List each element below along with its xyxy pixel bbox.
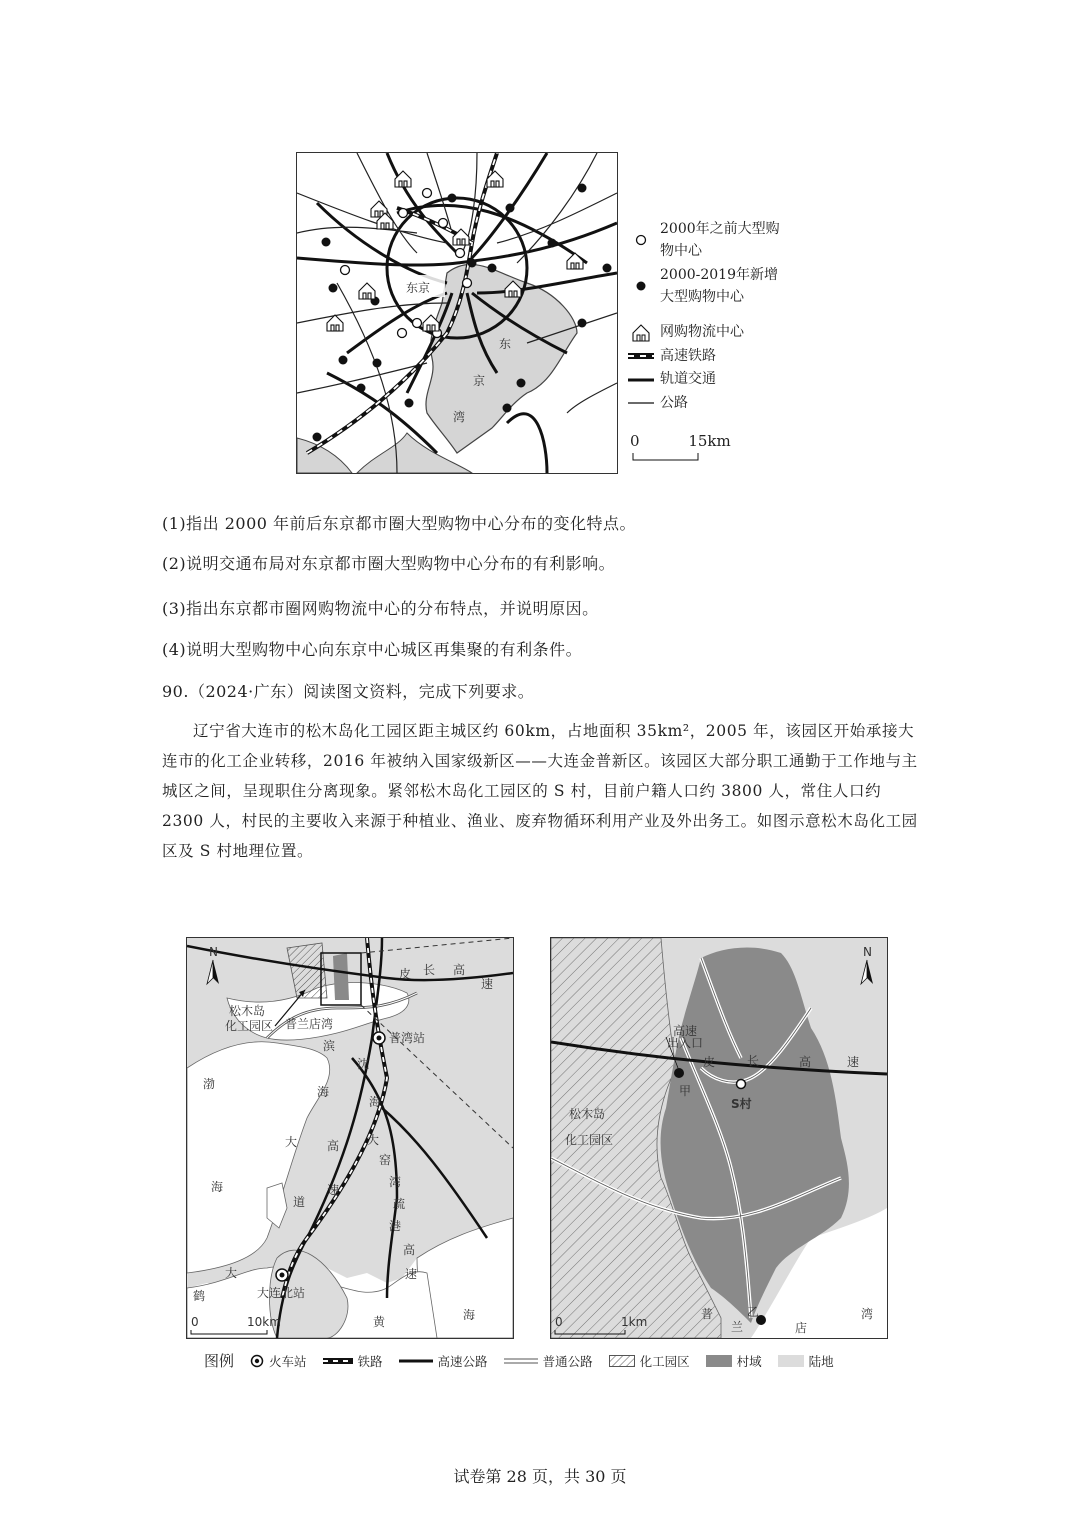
station-pulan: 普湾站 (389, 1031, 426, 1045)
park-label-right-2: 化工园区 (565, 1133, 614, 1147)
question-1: (1)指出 2000 年前后东京都市圈大型购物中心分布的变化特点。 (162, 514, 637, 533)
pichang-4: 速 (481, 977, 494, 991)
railway-icon (323, 1357, 353, 1365)
north-label-right: N (863, 945, 872, 959)
chemical-park-icon (609, 1355, 635, 1367)
pichang-r-1: 皮 (703, 1055, 716, 1069)
village-label: S村 (731, 1097, 752, 1111)
pichang-r-2: 长 (747, 1054, 760, 1068)
warehouse-icon (632, 324, 650, 342)
problem-90-heading: 90.（2024·广东）阅读图文资料，完成下列要求。 (162, 682, 535, 701)
scale-zero-right: 0 (555, 1315, 563, 1329)
exit-label-1: 高速 (673, 1024, 698, 1038)
tokyo-map-svg (297, 153, 617, 473)
huanghai-label-2: 海 (463, 1308, 476, 1322)
village-area (333, 953, 349, 1000)
bay-r-1: 普 (701, 1307, 714, 1321)
legend-row-road (628, 392, 788, 416)
legend-row-new (628, 267, 788, 306)
village-point (737, 1080, 746, 1089)
scale-zero: 0 (630, 432, 640, 450)
legend-label-road: 公路 (660, 394, 688, 411)
filled-circle-icon (634, 279, 648, 293)
tokyo-scale (628, 432, 731, 450)
binhai-1: 滨 (323, 1039, 336, 1053)
rail-transit-icon (628, 376, 654, 384)
question-2: (2)说明交通布局对东京都市圈大型购物中心分布的有利影响。 (162, 554, 616, 573)
dayao-4: 疏 (393, 1197, 406, 1211)
park-label-right-1: 松木岛 (569, 1107, 606, 1121)
dalian-overview-map (186, 937, 514, 1339)
expressway-icon (399, 1357, 433, 1365)
shenhai-1: 沈 (357, 1057, 370, 1071)
page-footer: 试卷第 28 页，共 30 页 (453, 1467, 627, 1486)
filled-circle-icon (448, 194, 457, 203)
dayao-1: 大 (367, 1133, 380, 1147)
point-yi-label: 乙 (747, 1305, 760, 1319)
bay-r-3: 店 (795, 1321, 808, 1335)
legend-row-rail (628, 368, 788, 392)
road-icon (628, 399, 654, 407)
legend-item-village: 村域 (706, 1352, 762, 1370)
bohai-label-2: 海 (211, 1180, 224, 1194)
question-4: (4)说明大型购物中心向东京中心城区再集聚的有利条件。 (162, 640, 583, 659)
dayao-7: 速 (405, 1267, 418, 1281)
village-detail-svg (551, 938, 887, 1338)
north-label-left: N (209, 945, 218, 959)
legend-item-railway: 铁路 (323, 1352, 383, 1370)
pichang-r-4: 速 (847, 1055, 860, 1069)
tokyo-map (296, 152, 618, 474)
legend-item-road: 普通公路 (504, 1352, 593, 1370)
pichang-1: 皮 (399, 967, 412, 981)
bay-r-4: 湾 (861, 1307, 874, 1321)
tokyo-map-legend (628, 220, 788, 415)
bay-label-1: 东 (499, 337, 512, 351)
land-icon (778, 1355, 804, 1367)
huanghai-label-1: 黄 (373, 1315, 386, 1329)
dalian-map-legend (204, 1350, 834, 1371)
scale-value: 15km (688, 432, 731, 450)
park-label-left-2: 化工园区 (225, 1019, 274, 1033)
dahe-1: 大 (225, 1266, 238, 1280)
bay-label-3: 湾 (453, 410, 466, 424)
shenhai-2: 海 (317, 1085, 330, 1099)
legend-row-hsr (628, 345, 788, 369)
binhai-2: 海 (369, 1095, 382, 1109)
bay-label-2: 京 (473, 374, 486, 388)
scale-value-right: 1km (621, 1315, 648, 1329)
pichang-2: 长 (423, 963, 436, 977)
ordinary-road-icon (504, 1357, 538, 1365)
legend-item-expressway: 高速公路 (399, 1352, 488, 1370)
dayao-2: 窑 (379, 1153, 392, 1167)
legend-item-station: 火车站 (250, 1352, 307, 1370)
binhai-3: 大 (285, 1135, 298, 1149)
legend-row-warehouse (628, 321, 788, 345)
bohai-label-1: 渤 (203, 1077, 216, 1091)
legend-title: 图例 (204, 1352, 235, 1370)
village-area-icon (706, 1355, 732, 1367)
legend-label-new: 2000-2019年新增大型购物中心 (660, 267, 778, 306)
exit-label-2: 出入口 (667, 1036, 704, 1050)
exit-point (674, 1068, 684, 1078)
bay-label-left: 普兰店湾 (285, 1017, 334, 1031)
shenhai-3: 高 (327, 1139, 340, 1153)
point-jia-label: 甲 (679, 1084, 692, 1098)
legend-row-pre2000 (628, 220, 788, 259)
legend-label-warehouse: 网购物流中心 (660, 324, 744, 340)
legend-label-rail: 轨道交通 (660, 371, 716, 387)
dalian-overview-svg (187, 938, 513, 1338)
scale-bar (632, 452, 712, 462)
hollow-circle-icon (634, 233, 648, 247)
question-3: (3)指出东京都市圈网购物流中心的分布特点，并说明原因。 (162, 599, 599, 618)
hollow-circle-icon (423, 189, 432, 198)
legend-item-land: 陆地 (778, 1352, 834, 1370)
dayao-6: 高 (403, 1243, 416, 1257)
village-detail-map (550, 937, 888, 1339)
park-label-left-1: 松木岛 (229, 1004, 266, 1018)
legend-item-park: 化工园区 (609, 1352, 690, 1370)
tokyo-label: 东京 (406, 281, 431, 295)
station-dalianbei: 大连北站 (257, 1286, 306, 1300)
binhai-4: 道 (293, 1195, 306, 1209)
train-station-icon (250, 1354, 264, 1368)
dayao-5: 港 (389, 1219, 402, 1233)
scale-zero-left: 0 (191, 1315, 199, 1329)
pichang-3: 高 (453, 963, 466, 977)
pichang-r-3: 高 (799, 1055, 812, 1069)
legend-label-hsr: 高速铁路 (660, 347, 716, 364)
shenhai-4: 速 (327, 1183, 340, 1197)
bay-r-2: 兰 (731, 1320, 744, 1334)
scale-value-left: 10km (247, 1315, 281, 1329)
dahe-2: 鹤 (193, 1289, 206, 1303)
dayao-3: 湾 (389, 1175, 402, 1189)
legend-label-pre2000: 2000年之前大型购物中心 (660, 220, 780, 259)
high-speed-rail-icon (628, 352, 654, 360)
problem-90-paragraph: 辽宁省大连市的松木岛化工园区距主城区约 60km，占地面积 35km²，2005 年，该园区开始承接大连市的化工企业转移，2016 年被纳入国家级新区——大连金普新区。该园区大部分职工通勤于工作地与主城区之间，呈现职住分离现象。紧邻松木岛化工园区的 S 村，目前户籍人口约 3800 人，常住人口约 2300 人，村民的主要收入来源于种植业、渔业、废弃物循环利用产业及外出务工。如图示意松木岛化工园区及 S 村地理位置。 (162, 722, 918, 860)
